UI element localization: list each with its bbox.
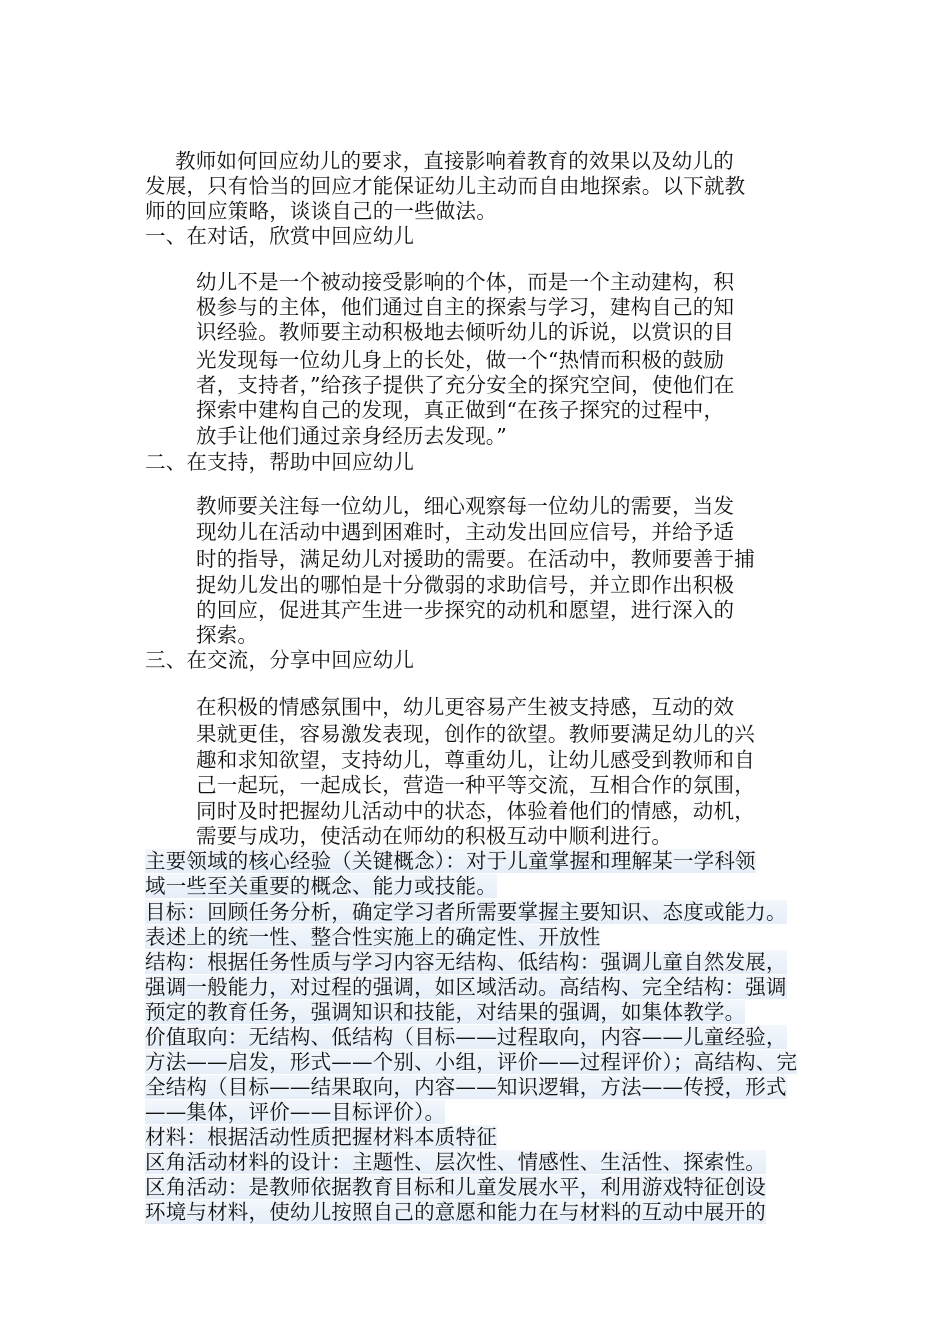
section-heading-1: 一、在对话，欣赏中回应幼儿 [145,224,415,248]
section-3-line: 己一起玩，一起成长，营造一种平等交流，互相合作的氛围， [196,773,755,797]
section-2-line: 现幼儿在活动中遇到困难时，主动发出回应信号，并给予适 [196,520,735,544]
intro-line: 发展，只有恰当的回应才能保证幼儿主动而自由地探索。以下就教 [145,174,746,198]
section-3-line: 同时及时把握幼儿活动中的状态，体验着他们的情感，动机， [196,799,755,823]
notes-line: ——集体，评价——目标评价）。 [145,1100,446,1124]
notes-line: 方法——启发，形式——个别、小组，评价——过程评价）；高结构、完 [145,1050,798,1074]
section-3-line: 需要与成功，使活动在师幼的积极互动中顺利进行。 [196,824,673,848]
section-1-line: 探索中建构自己的发现，真正做到“在孩子探究的过程中， [196,398,725,422]
notes-line: 主要领域的核心经验（关键概念）：对于儿童掌握和理解某一学科领 [145,849,756,873]
section-2-line: 的回应，促进其产生进一步探究的动机和愿望，进行深入的 [196,598,735,622]
notes-line: 价值取向：无结构、低结构（目标——过程取向，内容——儿童经验， [145,1025,787,1049]
section-1-line: 幼儿不是一个被动接受影响的个体，而是一个主动建构，积 [196,270,735,294]
section-1-line: 光发现每一位幼儿身上的长处，做一个“热情而积极的鼓励 [196,348,725,372]
section-3-line: 趣和求知欲望，支持幼儿，尊重幼儿，让幼儿感受到教师和自 [196,748,755,772]
notes-line: 表述上的统一性、整合性实施上的确定性、开放性 [145,925,601,949]
notes-line: 区角活动：是教师依据教育目标和儿童发展水平，利用游戏特征创设 [145,1175,766,1199]
notes-line: 环境与材料，使幼儿按照自己的意愿和能力在与材料的互动中展开的 [145,1200,766,1224]
notes-line: 区角活动材料的设计：主题性、层次性、情感性、生活性、探索性。 [145,1150,766,1174]
section-1-line: 者，支持者，”给孩子提供了充分安全的探究空间，使他们在 [196,373,735,397]
section-1-line: 放手让他们通过亲身经历去发现。” [196,424,507,448]
intro-line: 教师如何回应幼儿的要求，直接影响着教育的效果以及幼儿的 [175,149,734,173]
notes-line: 全结构（目标——结果取向，内容——知识逻辑，方法——传授，形式 [145,1075,787,1099]
section-1-line: 极参与的主体，他们通过自主的探索与学习，建构自己的知 [196,295,735,319]
section-heading-3: 三、在交流，分享中回应幼儿 [145,648,415,672]
section-2-line: 教师要关注每一位幼儿，细心观察每一位幼儿的需要，当发 [196,494,735,518]
section-2-line: 捉幼儿发出的哪怕是十分微弱的求助信号，并立即作出积极 [196,573,735,597]
intro-line: 师的回应策略，谈谈自己的一些做法。 [145,199,497,223]
section-2-line: 时的指导，满足幼儿对援助的需要。在活动中，教师要善于捕 [196,547,755,571]
section-3-line: 在积极的情感氛围中，幼儿更容易产生被支持感，互动的效 [196,695,735,719]
section-heading-2: 二、在支持，帮助中回应幼儿 [145,450,415,474]
notes-line: 强调一般能力，对过程的强调，如区域活动。高结构、完全结构：强调 [145,975,787,999]
notes-line: 材料：根据活动性质把握材料本质特征 [145,1125,497,1149]
section-1-line: 识经验。教师要主动积极地去倾听幼儿的诉说，以赏识的目 [196,320,735,344]
notes-line: 目标：回顾任务分析，确定学习者所需要掌握主要知识、态度或能力。 [145,900,787,924]
notes-line: 结构：根据任务性质与学习内容无结构、低结构：强调儿童自然发展， [145,950,787,974]
notes-line: 域一些至关重要的概念、能力或技能。 [145,874,497,898]
section-3-line: 果就更佳，容易激发表现，创作的欲望。教师要满足幼儿的兴 [196,722,755,746]
notes-line: 预定的教育任务，强调知识和技能，对结果的强调，如集体教学。 [145,1000,746,1024]
section-2-line: 探索。 [196,623,259,647]
